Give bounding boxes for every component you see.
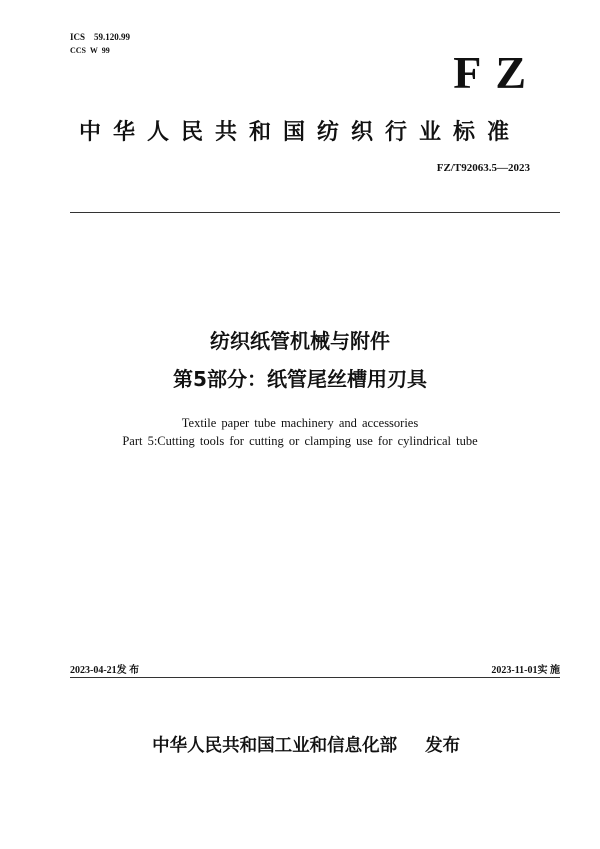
header-divider [70, 212, 560, 213]
publisher-line [0, 712, 600, 757]
title-zh-line2: 第5部分：纸管尾丝槽用刃具 [173, 367, 427, 391]
fz-logo: FZ [453, 47, 540, 98]
effective-date: 2023-11-01实 施 [491, 665, 560, 676]
ics-code: ICS 59.120.99 [70, 32, 131, 42]
standard-name: 中华人民共和国纺织行业标准 [78, 120, 521, 145]
ccs-code: CCS W 99 [70, 46, 110, 55]
standard-code: FZ/T92063.5—2023 [436, 162, 530, 174]
title-en-line2: Part 5:Cutting tools for cutting or clamping use for cylindrical tube [122, 434, 478, 448]
publisher-org: 中华人民共和国工业和信息化部 [152, 736, 398, 756]
footer-divider [70, 677, 560, 678]
publisher-action: 发布 [425, 736, 461, 756]
title-en-line1: Textile paper tube machinery and accessories [181, 416, 419, 430]
title-zh-line1: 纺织纸管机械与附件 [210, 329, 390, 353]
issue-date: 2023-04-21发 布 [70, 665, 140, 676]
